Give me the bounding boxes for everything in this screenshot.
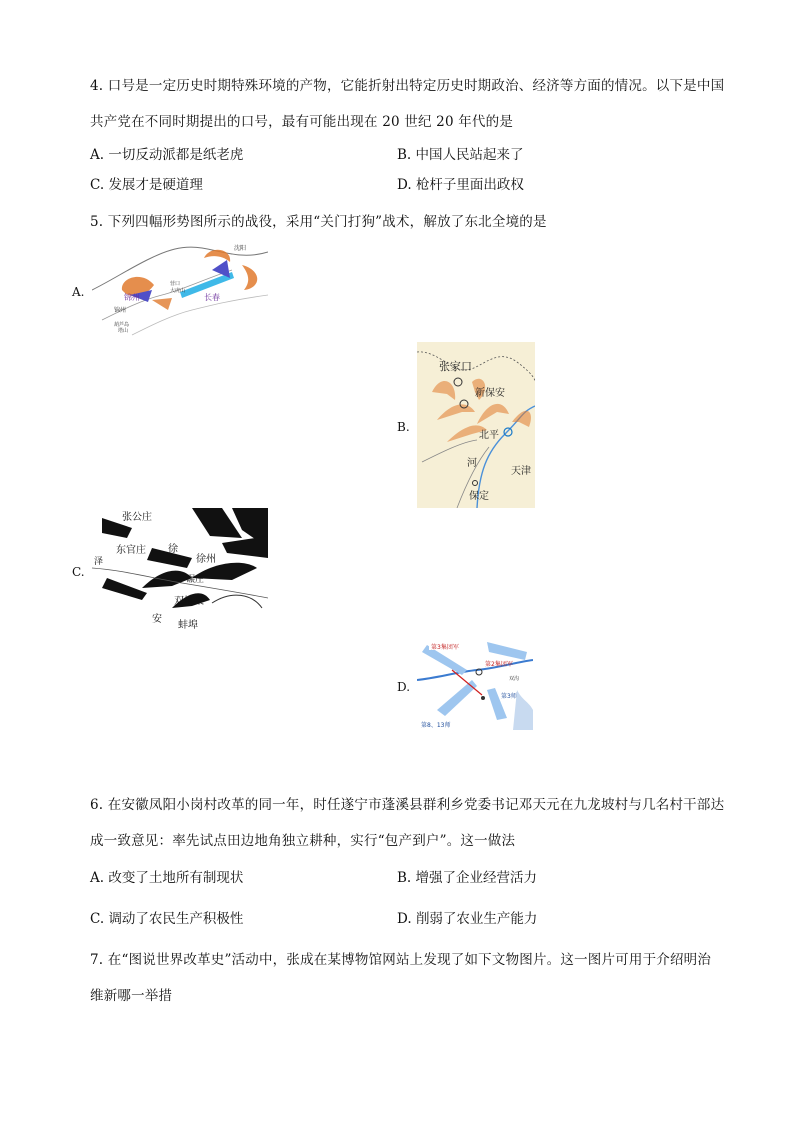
q4-option-d[interactable]: D. 枪杆子里面出政权 — [397, 177, 524, 193]
map-d-text-4: 双沟 — [509, 676, 520, 682]
q7-stem-line2: 维新哪一举措 — [90, 988, 173, 1004]
map-d-text-1: 第2集团军 — [485, 661, 513, 668]
q7-stem-line1: 7. 在“图说世界改革史”活动中，张成在某博物馆网站上发现了如下文物图片。这一图片可用于介绍明治 — [90, 952, 712, 968]
map-a-text-7: 塔山 — [118, 328, 129, 334]
q5-map-d[interactable] — [417, 640, 533, 730]
q4-option-a[interactable]: A. 一切反动派都是纸老虎 — [90, 147, 244, 163]
map-d-text-2: 第3师 — [501, 693, 517, 700]
map-b-text-0: 张家口 — [439, 360, 472, 373]
map-a-text-5: 营口 — [170, 281, 181, 287]
map-a-text-6: 大虎山 — [170, 288, 186, 294]
map-b-text-2: 北平 — [479, 430, 499, 441]
map-c-text-5: 双堆集 — [174, 596, 204, 607]
q5-option-a-label[interactable]: A. — [72, 285, 85, 299]
map-a-text-1: 长春 — [204, 293, 220, 302]
map-c-text-7: 蚌埠 — [178, 620, 198, 630]
q6-stem-line2: 成一致意见：率先试点田边地角独立耕种，实行“包产到户”。这一做法 — [90, 833, 516, 849]
q4-option-b[interactable]: B. 中国人民站起来了 — [397, 147, 524, 163]
map-c-text-0: 张公庄 — [122, 512, 152, 523]
liaoshen-map — [92, 240, 268, 336]
map-a-text-0: 沈阳 — [234, 245, 247, 252]
q4-option-c[interactable]: C. 发展才是硬道理 — [90, 177, 203, 193]
q5-stem-line1: 5. 下列四幅形势图所示的战役，采用“关门打狗”战术，解放了东北全境的是 — [90, 214, 547, 230]
map-b-text-4: 天津 — [511, 466, 531, 477]
map-c-text-6: 安 — [152, 614, 162, 625]
map-b-text-1: 新保安 — [475, 388, 505, 399]
q5-option-b-label[interactable]: B. — [397, 420, 410, 434]
map-c-text-3: 徐州 — [196, 554, 216, 565]
q6-option-a[interactable]: A. 改变了土地所有制现状 — [90, 870, 244, 886]
q4-stem-line1: 4. 口号是一定历史时期特殊环境的产物，它能折射出特定历史时期政治、经济等方面的情况。以下是中国 — [90, 78, 725, 94]
map-c-text-4: 碾庄 — [186, 575, 205, 585]
q4-stem-line2: 共产党在不同时期提出的口号，最有可能出现在 20 世纪 20 年代的是 — [90, 114, 514, 130]
q5-option-d-label[interactable]: D. — [397, 680, 411, 694]
map-b-text-3: 河 — [467, 458, 477, 469]
q6-stem-line1: 6. 在安徽凤阳小岗村改革的同一年，时任遂宁市蓬溪县群利乡党委书记邓天元在九龙坡村与几名村干部达 — [90, 797, 725, 813]
map-c-text-8: 泽 — [94, 557, 104, 567]
map-d-text-0: 第3集团军 — [431, 644, 459, 651]
map-d-text-3: 第8、13师 — [421, 722, 451, 729]
q5-map-a[interactable] — [92, 240, 268, 336]
map-b-text-5: 保定 — [469, 491, 489, 502]
huaihai-map — [92, 508, 268, 630]
q5-option-c-label[interactable]: C. — [72, 565, 85, 579]
map-c-text-2: 徐 — [168, 544, 178, 555]
map-a-text-3: 锦州 — [114, 307, 127, 314]
map-a-text-2: 锦州 — [124, 293, 140, 302]
map-c-text-1: 东官庄 — [116, 545, 146, 556]
q5-map-c[interactable] — [92, 508, 268, 630]
pingjin-map — [417, 342, 535, 508]
q6-option-d[interactable]: D. 削弱了农业生产能力 — [397, 911, 538, 927]
battle-map-d — [417, 640, 533, 730]
q5-map-b[interactable] — [417, 342, 535, 508]
q6-option-b[interactable]: B. 增强了企业经营活力 — [397, 870, 538, 886]
map-a-text-4: 葫芦岛 — [114, 322, 130, 328]
q6-option-c[interactable]: C. 调动了农民生产积极性 — [90, 911, 244, 927]
